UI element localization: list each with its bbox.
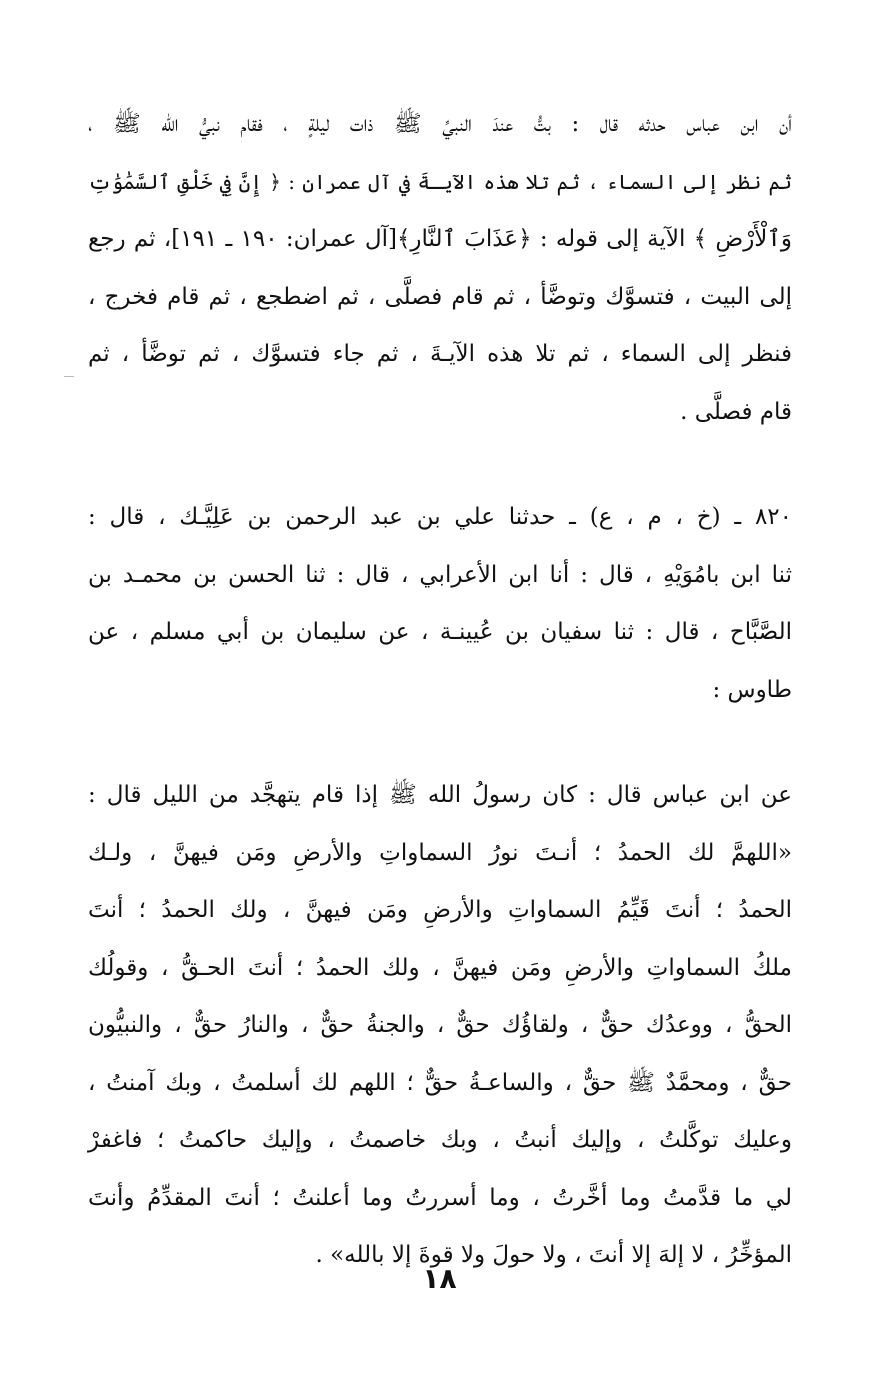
paragraph-isnad-820: [88, 489, 792, 719]
text-line: وعليك توكَّلتُ ، وإليك أنبتُ ، وبك خاصمتُ ، وإليك حاكمتُ ؛ فاغفرْ: [88, 1127, 792, 1153]
text-line: حقٌّ ، ومحمَّدٌ ﷺ حقٌّ ، والساعـةُ حقٌّ ؛ اللهم لك أسلمتُ ، وبك آمنتُ ،: [88, 1069, 792, 1096]
text-line: الحمدُ ؛ أنتَ قَيِّمُ السماواتِ والأرضِ ومَن فيهنَّ ، ولك الحمدُ ؛ أنتَ: [88, 897, 792, 923]
margin-mark: [64, 376, 74, 377]
text-line: الحقُّ ، ووعدُك حقٌّ ، ولقاؤُك حقٌّ ، والجنةُ حقٌّ ، والنارُ حقٌّ ، والنبيُّون: [88, 1012, 792, 1038]
text-line: الصَّبَّاح ، قال : ثنا سفيان بن عُيينـة ، عن سليمان بن أبي مسلم ، عن: [88, 619, 792, 645]
text-line: لي ما قدَّمتُ وما أخَّرتُ ، وما أسررتُ وما أعلنتُ ؛ أنتَ المقدِّمُ وأنتَ: [88, 1184, 792, 1211]
text-line: عن ابن عباس قال : كان رسولُ الله ﷺ إذا قام يتهجَّد من الليل قال :: [88, 782, 792, 808]
text-line: «اللهمَّ لك الحمدُ ؛ أنـتَ نورُ السماواتِ والأرضِ ومَن فيهنَّ ، ولـك: [88, 839, 792, 866]
page-body: [88, 96, 792, 1285]
paragraph-hadith-text-1: [88, 96, 792, 441]
text-line: ثم نظر إلى السماء ، ثم تلا هذه الآيـةَ في آل عمران : ﴿ إِنَّ فِي خَلْقِ ٱلسَّمَٰوَٰتِ: [88, 169, 792, 194]
paragraph-gap: [88, 441, 792, 489]
page-number: ١٨: [422, 1262, 457, 1295]
text-line: ٨٢٠ ـ (خ ، م ، ع) ـ حدثنا علي بن عبد الرحمن بن عَلِيَّـك ، قال :: [88, 504, 792, 530]
text-line: قام فصلَّى .: [680, 398, 792, 425]
text-line: المؤخِّرُ ، لا إلهَ إلا أنتَ ، ولا حولَ ولا قوةَ إلا بالله» .: [315, 1242, 792, 1268]
text-line: طاوس :: [712, 676, 792, 703]
text-line: ثنا ابن بامُوَيْهِ ، قال : أنا ابن الأعرابي ، قال : ثنا الحسن بن محمـد بن: [88, 561, 792, 588]
text-line: ملكُ السماواتِ والأرضِ ومَن فيهنَّ ، ولك الحمدُ ؛ أنتَ الحـقُّ ، وقولُك: [88, 954, 792, 981]
text-line: إلى البيت ، فتسوَّك وتوضَّأ ، ثم قام فصلَّى ، ثم اضطجع ، ثم قام فخرج ،: [88, 283, 792, 310]
text-line: وَٱلْأَرْضِ ﴾ الآية إلى قوله : ﴿عَذَابَ ٱلنَّارِ﴾[آل عمران: ١٩٠ ـ ١٩١]، ثم رجع: [88, 226, 792, 252]
paragraph-hadith-text-2: [88, 767, 792, 1285]
text-line: أن ابن عباس حدثه قال : بتُّ عندَ النبيِّ ﷺ ذات ليلةٍ ، فقام نبيُّ الله ﷺ ،: [88, 111, 792, 137]
text-line: فنظر إلى السماء ، ثم تلا هذه الآيـةَ ، ثم جاء فتسوَّك ، ثم توضَّأ ، ثم: [88, 341, 792, 367]
paragraph-gap: [88, 719, 792, 767]
